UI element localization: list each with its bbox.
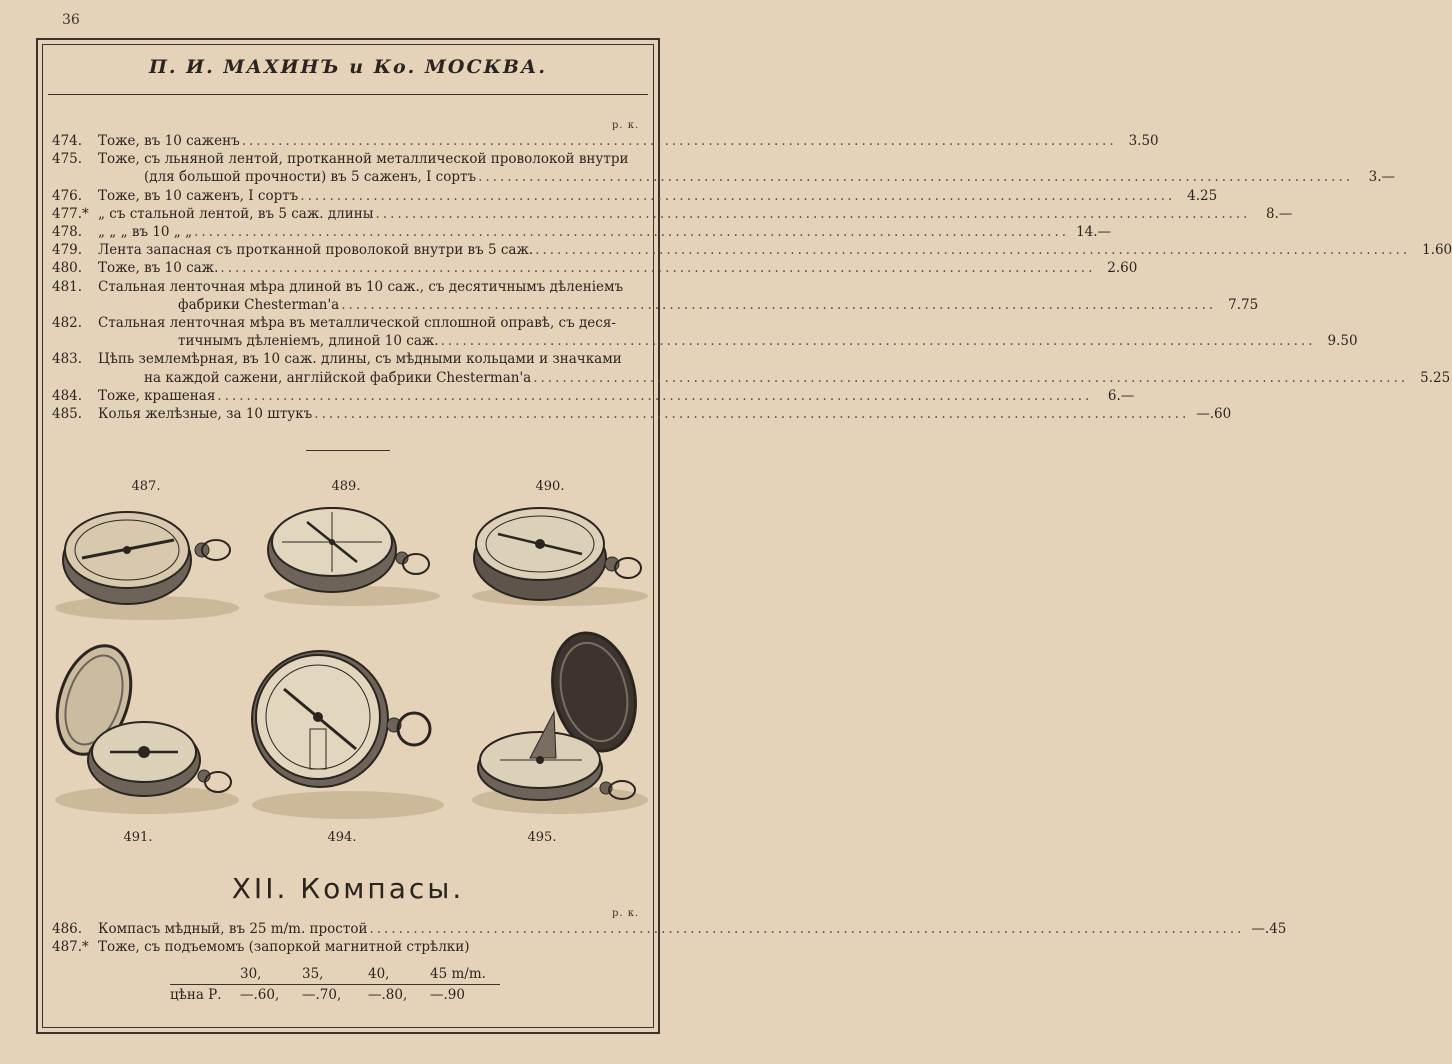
price-row (170, 987, 500, 1003)
price-list-row (52, 168, 1396, 186)
leader-dots: ........................................................................................................................ (300, 187, 1176, 204)
page-title: П. И. МАХИНЪ и Ко. МОСКВА. (148, 56, 548, 78)
item-description: Тоже, съ льняной лентой, протканной металлической проволокой внутри (98, 151, 629, 168)
item-description: Стальная ленточная мѣра длиной въ 10 саж., съ десятичнымъ дѣленіемъ (98, 278, 624, 295)
item-description: Колья желѣзные, за 10 штукъ (98, 406, 313, 423)
item-price: —.45 (1251, 921, 1287, 937)
section-separator (306, 450, 390, 451)
item-number: 476. (52, 187, 83, 204)
size-table-divider (170, 984, 500, 985)
price-list-measures (52, 132, 1452, 423)
item-description: Тоже, крашеная (98, 387, 216, 404)
item-price: 1.60 (1422, 242, 1452, 259)
price-value: —.60, (240, 987, 280, 1003)
item-price: 9.50 (1327, 333, 1358, 350)
leader-dots: ........................................................................................................................ (220, 260, 1096, 277)
item-number: 484. (52, 387, 83, 404)
leader-dots: ........................................................................................................................ (478, 169, 1354, 186)
item-description: Компасъ мѣдный, въ 25 m/m. простой (98, 921, 368, 937)
price-value: —.90 (430, 987, 465, 1003)
size-value: 45 m/m. (430, 966, 486, 982)
leader-dots: ........................................................................................................................ (241, 133, 1117, 149)
size-price-table (170, 966, 500, 1003)
size-row (170, 966, 500, 982)
price-list-row (52, 150, 646, 168)
leader-dots: ........................................................................................................................ (369, 921, 1245, 937)
price-list-row (52, 350, 646, 368)
price-value: —.80, (368, 987, 408, 1003)
figure-label: 487. (131, 479, 161, 494)
leader-dots: ........................................................................................................................ (533, 369, 1409, 386)
price-value: —.70, (302, 987, 342, 1003)
item-number: 487.* (52, 939, 89, 956)
item-description: Лента запасная съ протканной проволокой внутри въ 5 саж. (98, 242, 534, 259)
compass-490-icon (470, 498, 650, 608)
item-description: „ съ стальной лентой, въ 5 саж. длины (98, 205, 374, 222)
compass-489-icon (262, 498, 442, 608)
price-list-row (52, 241, 1452, 259)
figure-label: 495. (527, 830, 557, 845)
item-price: 5.25 (1420, 369, 1451, 386)
item-number: 478. (52, 224, 83, 241)
item-description: на каждой сажени, англійской фабрики Chesterman'а (144, 369, 532, 386)
item-description: Цѣпь землемѣрная, въ 10 саж. длины, съ мѣдными кольцами и значками (98, 351, 622, 368)
size-value: 35, (302, 966, 324, 982)
price-list-row (52, 405, 1232, 423)
price-list-row (52, 369, 1451, 387)
figure-label: 494. (327, 830, 357, 845)
item-description: Тоже, въ 10 саженъ, I сортъ (98, 187, 299, 204)
item-number: 481. (52, 278, 83, 295)
compass-495-icon (470, 628, 650, 823)
item-number: 474. (52, 133, 83, 149)
item-description: Тоже, въ 10 саженъ (98, 133, 240, 149)
item-description: Тоже, съ подъемомъ (запоркой магнитной стрѣлки) (98, 939, 470, 956)
item-number: 477.* (52, 205, 89, 222)
item-number: 483. (52, 351, 83, 368)
item-description: Стальная ленточная мѣра въ металлической сплошной оправѣ, съ деся- (98, 315, 616, 332)
item-number: 485. (52, 406, 83, 423)
page-number: 36 (62, 12, 80, 28)
item-price: 14.— (1076, 224, 1112, 241)
header-divider (48, 94, 648, 95)
item-price: 2.60 (1107, 260, 1138, 277)
item-number: 480. (52, 260, 83, 277)
price-list-compasses (52, 920, 1287, 956)
leader-dots: ........................................................................................................................ (440, 333, 1316, 350)
item-description: фабрики Chesterman'а (178, 296, 340, 313)
price-list-row (52, 259, 1138, 277)
figure-label: 489. (331, 479, 361, 494)
leader-dots: ........................................................................................................................ (194, 224, 1070, 241)
leader-dots: ........................................................................................................................ (535, 242, 1411, 259)
item-number: 486. (52, 921, 83, 937)
price-list-row (52, 314, 646, 332)
price-list-row (52, 187, 1218, 205)
item-price: 7.75 (1228, 296, 1259, 313)
leader-dots: ........................................................................................................................ (217, 387, 1093, 404)
item-price: 4.25 (1187, 187, 1218, 204)
price-list-row (52, 132, 1159, 150)
item-number: 475. (52, 151, 83, 168)
item-price: 3.— (1368, 169, 1396, 186)
item-description: тичнымъ дѣленіемъ, длиной 10 саж. (178, 333, 439, 350)
leader-dots: ........................................................................................................................ (375, 205, 1251, 222)
price-list-row (52, 223, 1112, 241)
price-list-row (52, 920, 1287, 938)
leader-dots: ........................................................................................................................ (314, 406, 1190, 423)
price-list-row (52, 332, 1358, 350)
item-number: 479. (52, 242, 83, 259)
size-value: 30, (240, 966, 262, 982)
item-description: Тоже, въ 10 саж. (98, 260, 219, 277)
price-list-row (52, 938, 646, 956)
price-list-row (52, 387, 1135, 405)
section-title: XII. Компасы. (231, 872, 465, 905)
item-price: —.60 (1196, 406, 1232, 423)
price-list-row (52, 278, 646, 296)
price-list-row (52, 205, 1293, 223)
item-price: 6.— (1107, 387, 1135, 404)
item-description: (для большой прочности) въ 5 саженъ, I сортъ (144, 169, 477, 186)
price-list-row (52, 296, 1259, 314)
compass-491-icon (52, 630, 242, 825)
figure-label: 490. (535, 479, 565, 494)
currency-header: р. к. (612, 120, 640, 131)
figure-label: 491. (123, 830, 153, 845)
compass-494-icon (248, 645, 448, 825)
currency-header: р. к. (612, 908, 640, 919)
compass-487-icon (52, 498, 242, 623)
item-price: 3.50 (1128, 133, 1159, 149)
price-label: цѣна Р. (170, 987, 222, 1003)
leader-dots: ........................................................................................................................ (341, 296, 1217, 313)
size-value: 40, (368, 966, 390, 982)
item-description: „ „ „ въ 10 „ „ (98, 224, 193, 241)
item-number: 482. (52, 315, 83, 332)
item-price: 8.— (1266, 205, 1293, 222)
